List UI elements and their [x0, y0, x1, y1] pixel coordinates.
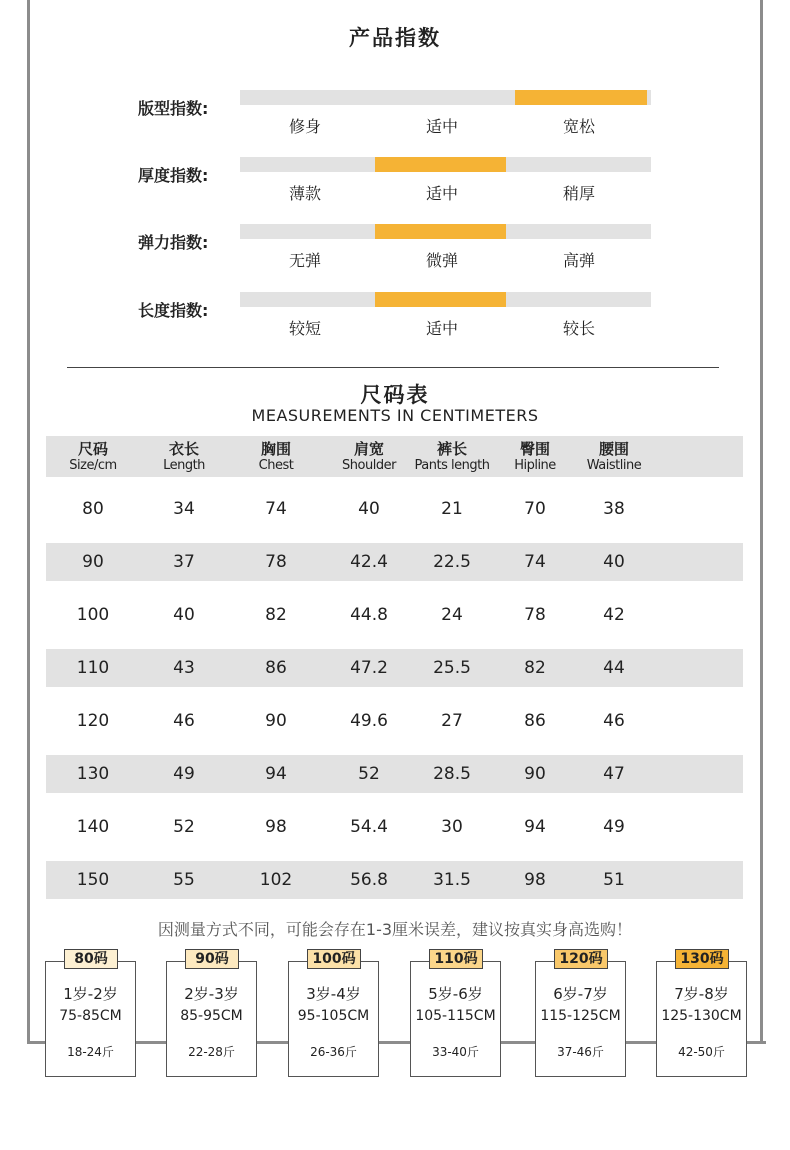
frame-left-border [27, 0, 30, 1043]
index-option: 宽松 [562, 117, 595, 136]
index-segment [515, 157, 647, 172]
table-row [46, 755, 743, 793]
column-header-en: Shoulder [342, 458, 396, 473]
index-segment [515, 224, 647, 239]
index-option: 无弹 [288, 251, 321, 270]
table-cell: 102 [259, 870, 293, 890]
index-segment [515, 90, 647, 105]
table-cell: 49.6 [350, 711, 388, 731]
table-cell: 90 [524, 764, 546, 784]
size-card-weight: 18-24斤 [67, 1045, 114, 1059]
size-card-age: 3岁-4岁 [306, 985, 361, 1003]
index-bar [240, 90, 651, 105]
index-option: 高弹 [562, 251, 595, 270]
size-card-tag: 90码 [185, 949, 239, 969]
size-table-column-header [48, 436, 138, 474]
table-cell: 90 [265, 711, 287, 731]
table-cell: 40 [173, 605, 195, 625]
table-cell: 70 [524, 499, 546, 519]
table-cell: 120 [76, 711, 110, 731]
size-card-tag: 80码 [64, 949, 118, 969]
index-option: 微弹 [425, 251, 458, 270]
table-cell: 52 [358, 764, 380, 784]
size-chart-subtitle: MEASUREMENTS IN CENTIMETERS [251, 406, 539, 425]
index-segment [375, 157, 506, 172]
table-cell: 100 [76, 605, 110, 625]
index-option: 修身 [288, 117, 321, 136]
index-segment [240, 90, 372, 105]
table-cell: 54.4 [350, 817, 388, 837]
column-header-en: Chest [258, 458, 294, 473]
size-card-tag: 120码 [554, 949, 608, 969]
table-cell: 52 [173, 817, 195, 837]
table-cell: 38 [603, 499, 625, 519]
table-cell: 43 [173, 658, 195, 678]
table-cell: 78 [265, 552, 287, 572]
table-cell: 47 [603, 764, 625, 784]
size-card-age: 6岁-7岁 [553, 985, 608, 1003]
table-cell: 98 [524, 870, 546, 890]
table-cell: 51 [603, 870, 625, 890]
size-table-column-header [324, 436, 414, 474]
index-option: 适中 [425, 184, 458, 203]
size-card-age: 1岁-2岁 [63, 985, 118, 1003]
column-header-zh: 肩宽 [353, 440, 384, 458]
measurement-note: 因测量方式不同，可能会存在1-3厘米误差，建议按真实身高选购！ [157, 920, 633, 939]
table-cell: 40 [358, 499, 380, 519]
table-row [46, 649, 743, 687]
index-segment [240, 292, 372, 307]
table-cell: 46 [603, 711, 625, 731]
column-header-zh: 裤长 [436, 440, 467, 458]
index-bar [240, 157, 651, 172]
table-cell: 110 [76, 658, 110, 678]
table-cell: 74 [524, 552, 546, 572]
table-cell: 80 [82, 499, 104, 519]
table-row [46, 702, 743, 740]
size-card-tag: 110码 [429, 949, 483, 969]
table-cell: 94 [265, 764, 287, 784]
column-header-zh: 胸围 [260, 440, 291, 458]
size-table-column-header [231, 436, 321, 474]
size-card-height: 95-105CM [297, 1008, 370, 1024]
size-card-age: 2岁-3岁 [184, 985, 239, 1003]
table-cell: 37 [173, 552, 195, 572]
index-segment [375, 292, 506, 307]
frame-right-border [760, 0, 763, 1043]
size-card-age: 7岁-8岁 [674, 985, 729, 1003]
size-table-column-header [407, 436, 497, 474]
table-cell: 44 [603, 658, 625, 678]
table-cell: 42.4 [350, 552, 388, 572]
index-segment [240, 157, 372, 172]
table-cell: 55 [173, 870, 195, 890]
index-label: 长度指数: [138, 301, 209, 320]
section-divider [67, 367, 719, 368]
table-cell: 31.5 [433, 870, 471, 890]
size-table-column-header [139, 436, 229, 474]
size-card-tag: 100码 [307, 949, 361, 969]
table-row [46, 543, 743, 581]
table-cell: 94 [524, 817, 546, 837]
table-row [46, 490, 743, 528]
size-table-column-header [569, 436, 659, 474]
table-cell: 49 [603, 817, 625, 837]
table-cell: 74 [265, 499, 287, 519]
size-card-weight: 26-36斤 [310, 1045, 357, 1059]
index-option: 较长 [562, 319, 595, 338]
index-option: 稍厚 [562, 184, 595, 203]
table-cell: 40 [603, 552, 625, 572]
index-label: 弹力指数: [138, 233, 209, 252]
index-label: 版型指数: [138, 99, 209, 118]
table-row [46, 596, 743, 634]
table-cell: 130 [76, 764, 110, 784]
table-cell: 22.5 [433, 552, 471, 572]
size-card-weight: 37-46斤 [557, 1045, 604, 1059]
size-card-height: 125-130CM [661, 1008, 742, 1024]
table-cell: 21 [441, 499, 463, 519]
size-table-column-header [490, 436, 580, 474]
table-cell: 44.8 [350, 605, 388, 625]
size-chart-title: 尺码表 [360, 383, 430, 407]
table-cell: 49 [173, 764, 195, 784]
column-header-en: Size/cm [69, 458, 117, 473]
table-cell: 47.2 [350, 658, 388, 678]
column-header-zh: 臀围 [519, 440, 550, 458]
column-header-en: Hipline [514, 458, 556, 473]
size-card-height: 85-95CM [180, 1008, 243, 1024]
table-cell: 78 [524, 605, 546, 625]
product-index-title: 产品指数 [349, 26, 441, 50]
table-cell: 98 [265, 817, 287, 837]
size-card-age: 5岁-6岁 [428, 985, 483, 1003]
index-option: 适中 [425, 117, 458, 136]
table-cell: 90 [82, 552, 104, 572]
index-segment [375, 90, 506, 105]
index-segment [515, 292, 647, 307]
size-card-weight: 22-28斤 [188, 1045, 235, 1059]
column-header-zh: 尺码 [77, 440, 108, 458]
table-cell: 30 [441, 817, 463, 837]
table-cell: 27 [441, 711, 463, 731]
table-cell: 86 [265, 658, 287, 678]
column-header-zh: 衣长 [168, 440, 199, 458]
table-cell: 86 [524, 711, 546, 731]
index-bar [240, 224, 651, 239]
table-cell: 28.5 [433, 764, 471, 784]
column-header-zh: 腰围 [598, 440, 629, 458]
index-option: 适中 [425, 319, 458, 338]
size-card-height: 75-85CM [59, 1008, 122, 1024]
table-cell: 82 [524, 658, 546, 678]
index-segment [240, 224, 372, 239]
index-option: 薄款 [288, 184, 321, 203]
table-cell: 42 [603, 605, 625, 625]
table-row [46, 861, 743, 899]
index-label: 厚度指数: [138, 166, 209, 185]
table-cell: 46 [173, 711, 195, 731]
table-cell: 140 [76, 817, 110, 837]
size-card-weight: 33-40斤 [432, 1045, 479, 1059]
column-header-en: Pants length [414, 458, 490, 473]
table-cell: 34 [173, 499, 195, 519]
size-card-height: 105-115CM [415, 1008, 496, 1024]
table-cell: 150 [76, 870, 110, 890]
column-header-en: Waistline [586, 458, 642, 473]
table-cell: 82 [265, 605, 287, 625]
index-bar [240, 292, 651, 307]
table-cell: 24 [441, 605, 463, 625]
column-header-en: Length [163, 458, 205, 473]
index-segment [375, 224, 506, 239]
table-cell: 56.8 [350, 870, 388, 890]
size-table-header [46, 436, 743, 477]
table-row [46, 808, 743, 846]
size-card-weight: 42-50斤 [678, 1045, 725, 1059]
index-option: 较短 [288, 319, 321, 338]
size-card-height: 115-125CM [540, 1008, 621, 1024]
size-card-tag: 130码 [675, 949, 729, 969]
table-cell: 25.5 [433, 658, 471, 678]
